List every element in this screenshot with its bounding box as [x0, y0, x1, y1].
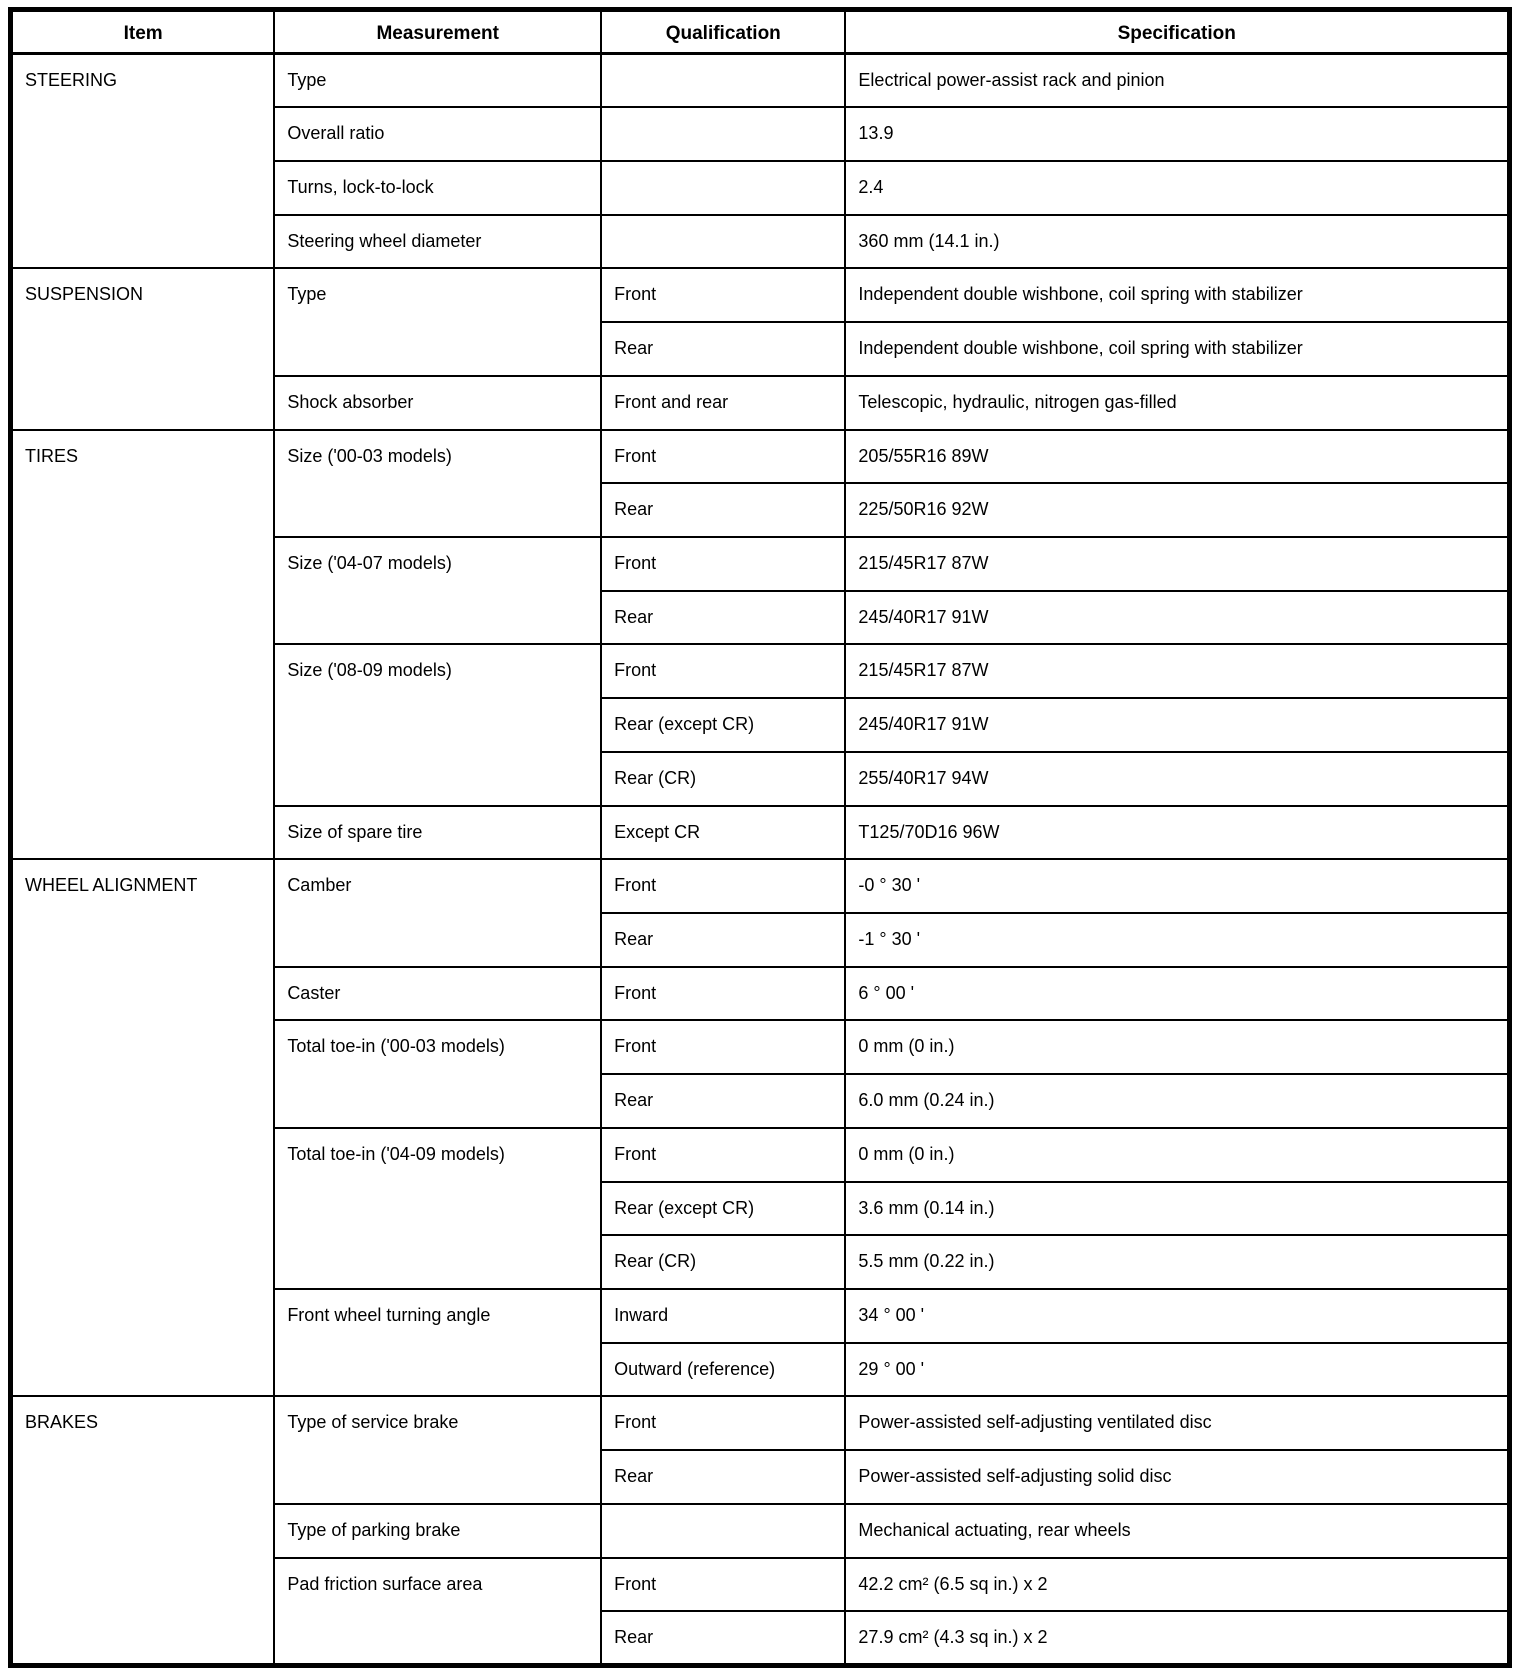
specification-cell: Independent double wishbone, coil spring with stabilizer [845, 268, 1509, 322]
measurement-cell: Type of parking brake [274, 1504, 601, 1558]
qualification-cell: Front [601, 1558, 845, 1612]
measurement-cell: Total toe-in ('00-03 models) [274, 1020, 601, 1127]
specification-cell: 27.9 cm² (4.3 sq in.) x 2 [845, 1611, 1509, 1665]
specification-cell: 205/55R16 89W [845, 430, 1509, 484]
qualification-cell: Front [601, 1020, 845, 1074]
measurement-cell: Pad friction surface area [274, 1558, 601, 1666]
table-row [11, 1396, 1510, 1450]
measurement-cell: Size ('04-07 models) [274, 537, 601, 644]
spec-table [8, 7, 1512, 1668]
qualification-cell: Front [601, 967, 845, 1021]
qualification-cell [601, 107, 845, 161]
specification-cell: 0 mm (0 in.) [845, 1020, 1509, 1074]
specification-cell: 255/40R17 94W [845, 752, 1509, 806]
qualification-cell: Rear [601, 483, 845, 537]
measurement-cell: Type [274, 54, 601, 108]
measurement-cell: Type [274, 268, 601, 375]
measurement-cell: Caster [274, 967, 601, 1021]
qualification-cell: Front and rear [601, 376, 845, 430]
measurement-cell: Front wheel turning angle [274, 1289, 601, 1396]
specification-cell: Electrical power-assist rack and pinion [845, 54, 1509, 108]
column-header-measurement: Measurement [274, 10, 601, 54]
specification-cell: 215/45R17 87W [845, 537, 1509, 591]
qualification-cell: Rear (except CR) [601, 1182, 845, 1236]
qualification-cell: Rear (CR) [601, 1235, 845, 1289]
item-cell: STEERING [11, 54, 275, 269]
measurement-cell: Size ('00-03 models) [274, 430, 601, 537]
qualification-cell: Rear [601, 322, 845, 376]
specification-cell: T125/70D16 96W [845, 806, 1509, 860]
specification-cell: -1 ° 30 ' [845, 913, 1509, 967]
table-row [11, 54, 1510, 108]
specification-cell: 5.5 mm (0.22 in.) [845, 1235, 1509, 1289]
table-header-row [11, 10, 1510, 54]
qualification-cell: Outward (reference) [601, 1343, 845, 1397]
qualification-cell [601, 161, 845, 215]
specification-cell: Power-assisted self-adjusting ventilated disc [845, 1396, 1509, 1450]
qualification-cell: Rear (except CR) [601, 698, 845, 752]
table-row [11, 859, 1510, 913]
qualification-cell: Rear [601, 1074, 845, 1128]
item-cell: SUSPENSION [11, 268, 275, 429]
specification-cell: Mechanical actuating, rear wheels [845, 1504, 1509, 1558]
measurement-cell: Turns, lock-to-lock [274, 161, 601, 215]
specification-cell: 6.0 mm (0.24 in.) [845, 1074, 1509, 1128]
specification-cell: 34 ° 00 ' [845, 1289, 1509, 1343]
qualification-cell: Rear [601, 1611, 845, 1665]
specification-cell: 3.6 mm (0.14 in.) [845, 1182, 1509, 1236]
qualification-cell: Front [601, 268, 845, 322]
specification-cell: 6 ° 00 ' [845, 967, 1509, 1021]
measurement-cell: Type of service brake [274, 1396, 601, 1503]
table-row [11, 268, 1510, 322]
item-cell: WHEEL ALIGNMENT [11, 859, 275, 1396]
specification-cell: Independent double wishbone, coil spring with stabilizer [845, 322, 1509, 376]
measurement-cell: Size ('08-09 models) [274, 644, 601, 805]
specification-cell: 2.4 [845, 161, 1509, 215]
qualification-cell [601, 1504, 845, 1558]
measurement-cell: Shock absorber [274, 376, 601, 430]
qualification-cell: Front [601, 859, 845, 913]
qualification-cell: Rear [601, 913, 845, 967]
item-cell: TIRES [11, 430, 275, 860]
specification-cell: 13.9 [845, 107, 1509, 161]
specification-cell: 0 mm (0 in.) [845, 1128, 1509, 1182]
specification-cell: Power-assisted self-adjusting solid disc [845, 1450, 1509, 1504]
item-cell: BRAKES [11, 1396, 275, 1665]
specification-cell: 245/40R17 91W [845, 591, 1509, 645]
qualification-cell: Rear [601, 591, 845, 645]
qualification-cell: Inward [601, 1289, 845, 1343]
specification-cell: 215/45R17 87W [845, 644, 1509, 698]
column-header-specification: Specification [845, 10, 1509, 54]
specification-cell: 245/40R17 91W [845, 698, 1509, 752]
qualification-cell: Front [601, 1396, 845, 1450]
measurement-cell: Total toe-in ('04-09 models) [274, 1128, 601, 1289]
measurement-cell: Camber [274, 859, 601, 966]
specification-cell: 225/50R16 92W [845, 483, 1509, 537]
qualification-cell: Rear [601, 1450, 845, 1504]
qualification-cell [601, 54, 845, 108]
column-header-item: Item [11, 10, 275, 54]
measurement-cell: Steering wheel diameter [274, 215, 601, 269]
specification-cell: -0 ° 30 ' [845, 859, 1509, 913]
specification-cell: 360 mm (14.1 in.) [845, 215, 1509, 269]
measurement-cell: Overall ratio [274, 107, 601, 161]
qualification-cell: Except CR [601, 806, 845, 860]
qualification-cell: Front [601, 644, 845, 698]
column-header-qualification: Qualification [601, 10, 845, 54]
measurement-cell: Size of spare tire [274, 806, 601, 860]
qualification-cell: Rear (CR) [601, 752, 845, 806]
qualification-cell: Front [601, 430, 845, 484]
specification-cell: 29 ° 00 ' [845, 1343, 1509, 1397]
qualification-cell: Front [601, 1128, 845, 1182]
qualification-cell [601, 215, 845, 269]
specification-cell: 42.2 cm² (6.5 sq in.) x 2 [845, 1558, 1509, 1612]
table-row [11, 430, 1510, 484]
qualification-cell: Front [601, 537, 845, 591]
specification-cell: Telescopic, hydraulic, nitrogen gas-filled [845, 376, 1509, 430]
